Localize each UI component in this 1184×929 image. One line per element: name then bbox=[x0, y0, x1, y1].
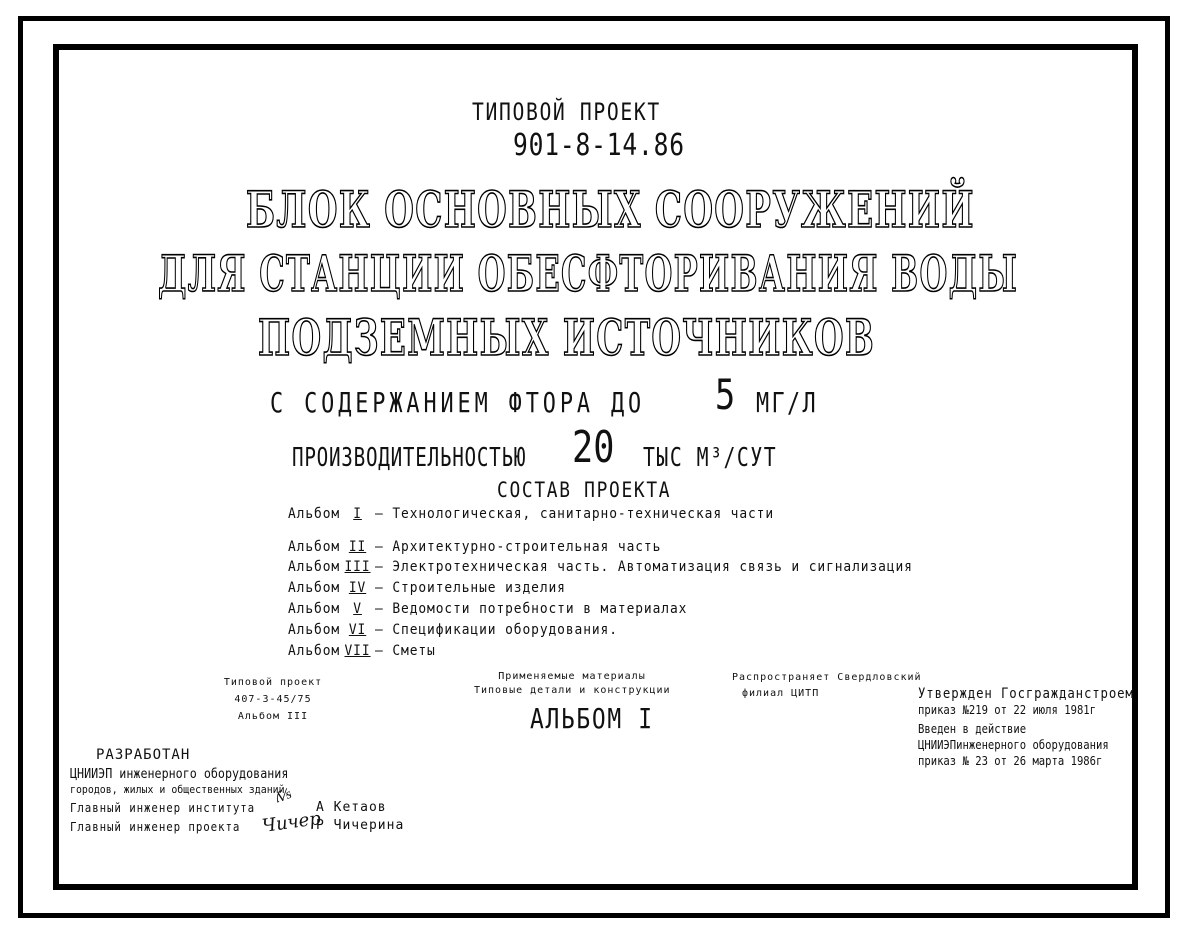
album-number: II bbox=[348, 539, 367, 555]
capacity-unit: ТЫС М³/СУТ bbox=[643, 443, 778, 473]
album-number: III bbox=[344, 559, 371, 575]
distribution-line-1: Распространяет Свердловский bbox=[732, 672, 922, 683]
reference-project-line-1: Типовой проект bbox=[223, 677, 323, 688]
album-number: IV bbox=[348, 580, 367, 596]
album-row bbox=[288, 506, 774, 526]
capacity-value: 20 bbox=[571, 422, 615, 473]
album-description: — Ведомости потребности в материалах bbox=[375, 601, 688, 617]
approval-block bbox=[918, 686, 1134, 769]
capacity-line bbox=[292, 422, 820, 473]
chief-project-title: Главный инженер проекта bbox=[70, 820, 241, 834]
album-row bbox=[288, 622, 618, 642]
materials-note bbox=[474, 670, 670, 698]
album-label: Альбом bbox=[288, 559, 341, 575]
album-number: VI bbox=[348, 622, 367, 638]
distribution-line-2: филиал ЦИТП bbox=[742, 688, 820, 699]
title-line-3: ПОДЗЕМНЫХ ИСТОЧНИКОВ bbox=[258, 308, 876, 367]
distribution-note bbox=[732, 670, 922, 702]
developer-org-1: ЦНИИЭП инженерного оборудования bbox=[70, 767, 289, 782]
composition-heading: СОСТАВ ПРОЕКТА bbox=[497, 478, 672, 502]
reference-project-line-2: 407-3-45/75 bbox=[234, 694, 312, 705]
album-row bbox=[288, 601, 687, 621]
developer-org-2: городов, жилых и общественных зданий bbox=[70, 783, 285, 796]
album-label: Альбом bbox=[288, 643, 341, 659]
materials-line-1: Применяемые материалы bbox=[498, 671, 646, 682]
album-row bbox=[288, 539, 661, 559]
fluorine-prefix: С СОДЕРЖАНИЕМ ФТОРА ДО bbox=[270, 386, 646, 419]
fluorine-line bbox=[270, 370, 836, 419]
approval-line-3: Введен в действие bbox=[918, 722, 1027, 736]
album-label: Альбом bbox=[288, 580, 341, 596]
chief-institute-title: Главный инженер института bbox=[70, 801, 256, 815]
chief-project-signature: Чичер bbox=[260, 808, 323, 837]
album-number: I bbox=[353, 506, 362, 522]
album-description: — Строительные изделия bbox=[375, 580, 566, 596]
album-description: — Технологическая, санитарно-техническая части bbox=[375, 506, 775, 522]
album-label: Альбом bbox=[288, 601, 341, 617]
title-line-1: БЛОК ОСНОВНЫХ СООРУЖЕНИЙ bbox=[246, 180, 975, 239]
title-line-2: ДЛЯ СТАНЦИИ ОБЕСФТОРИВАНИЯ ВОДЫ bbox=[158, 244, 1019, 303]
developer-label: РАЗРАБОТАН bbox=[96, 747, 191, 763]
project-type-label: ТИПОВОЙ ПРОЕКТ bbox=[472, 98, 661, 126]
materials-line-2: Типовые детали и конструкции bbox=[474, 685, 671, 696]
approval-line-2: приказ №219 от 22 июля 1981г bbox=[918, 703, 1097, 717]
approval-line-5: приказ № 23 от 26 марта 1986г bbox=[918, 754, 1103, 768]
album-row bbox=[288, 559, 913, 579]
project-number: 901-8-14.86 bbox=[513, 128, 685, 163]
album-description: — Сметы bbox=[375, 643, 436, 659]
album-description: — Архитектурно-строительная часть bbox=[375, 539, 662, 555]
chief-institute-signature: ʎ⁄ᵴ bbox=[273, 785, 294, 807]
capacity-prefix: ПРОИЗВОДИТЕЛЬНОСТЬЮ bbox=[292, 443, 527, 473]
chief-institute-name: А Кетаов bbox=[316, 800, 387, 815]
album-label: Альбом bbox=[288, 622, 341, 638]
reference-project-line-3: Альбом III bbox=[237, 711, 309, 722]
album-description: — Спецификации оборудования. bbox=[375, 622, 618, 638]
reference-project bbox=[218, 674, 328, 725]
album-number: V bbox=[353, 601, 362, 617]
fluorine-value: 5 bbox=[714, 370, 735, 419]
fluorine-unit: МГ/Л bbox=[756, 386, 819, 419]
album-number: VII bbox=[344, 643, 371, 659]
album-row bbox=[288, 580, 566, 600]
album-description: — Электротехническая часть. Автоматизация связь и сигнализация bbox=[375, 559, 913, 575]
approval-line-1: Утвержден Госгражданстроем bbox=[918, 686, 1134, 702]
chief-project-name: Р Чичерина bbox=[316, 818, 405, 833]
album-row bbox=[288, 643, 436, 663]
album-label: Альбом bbox=[288, 506, 341, 522]
approval-line-4: ЦНИИЭПинженерного оборудования bbox=[918, 738, 1109, 752]
current-album: АЛЬБОМ I bbox=[530, 702, 654, 735]
album-label: Альбом bbox=[288, 539, 341, 555]
